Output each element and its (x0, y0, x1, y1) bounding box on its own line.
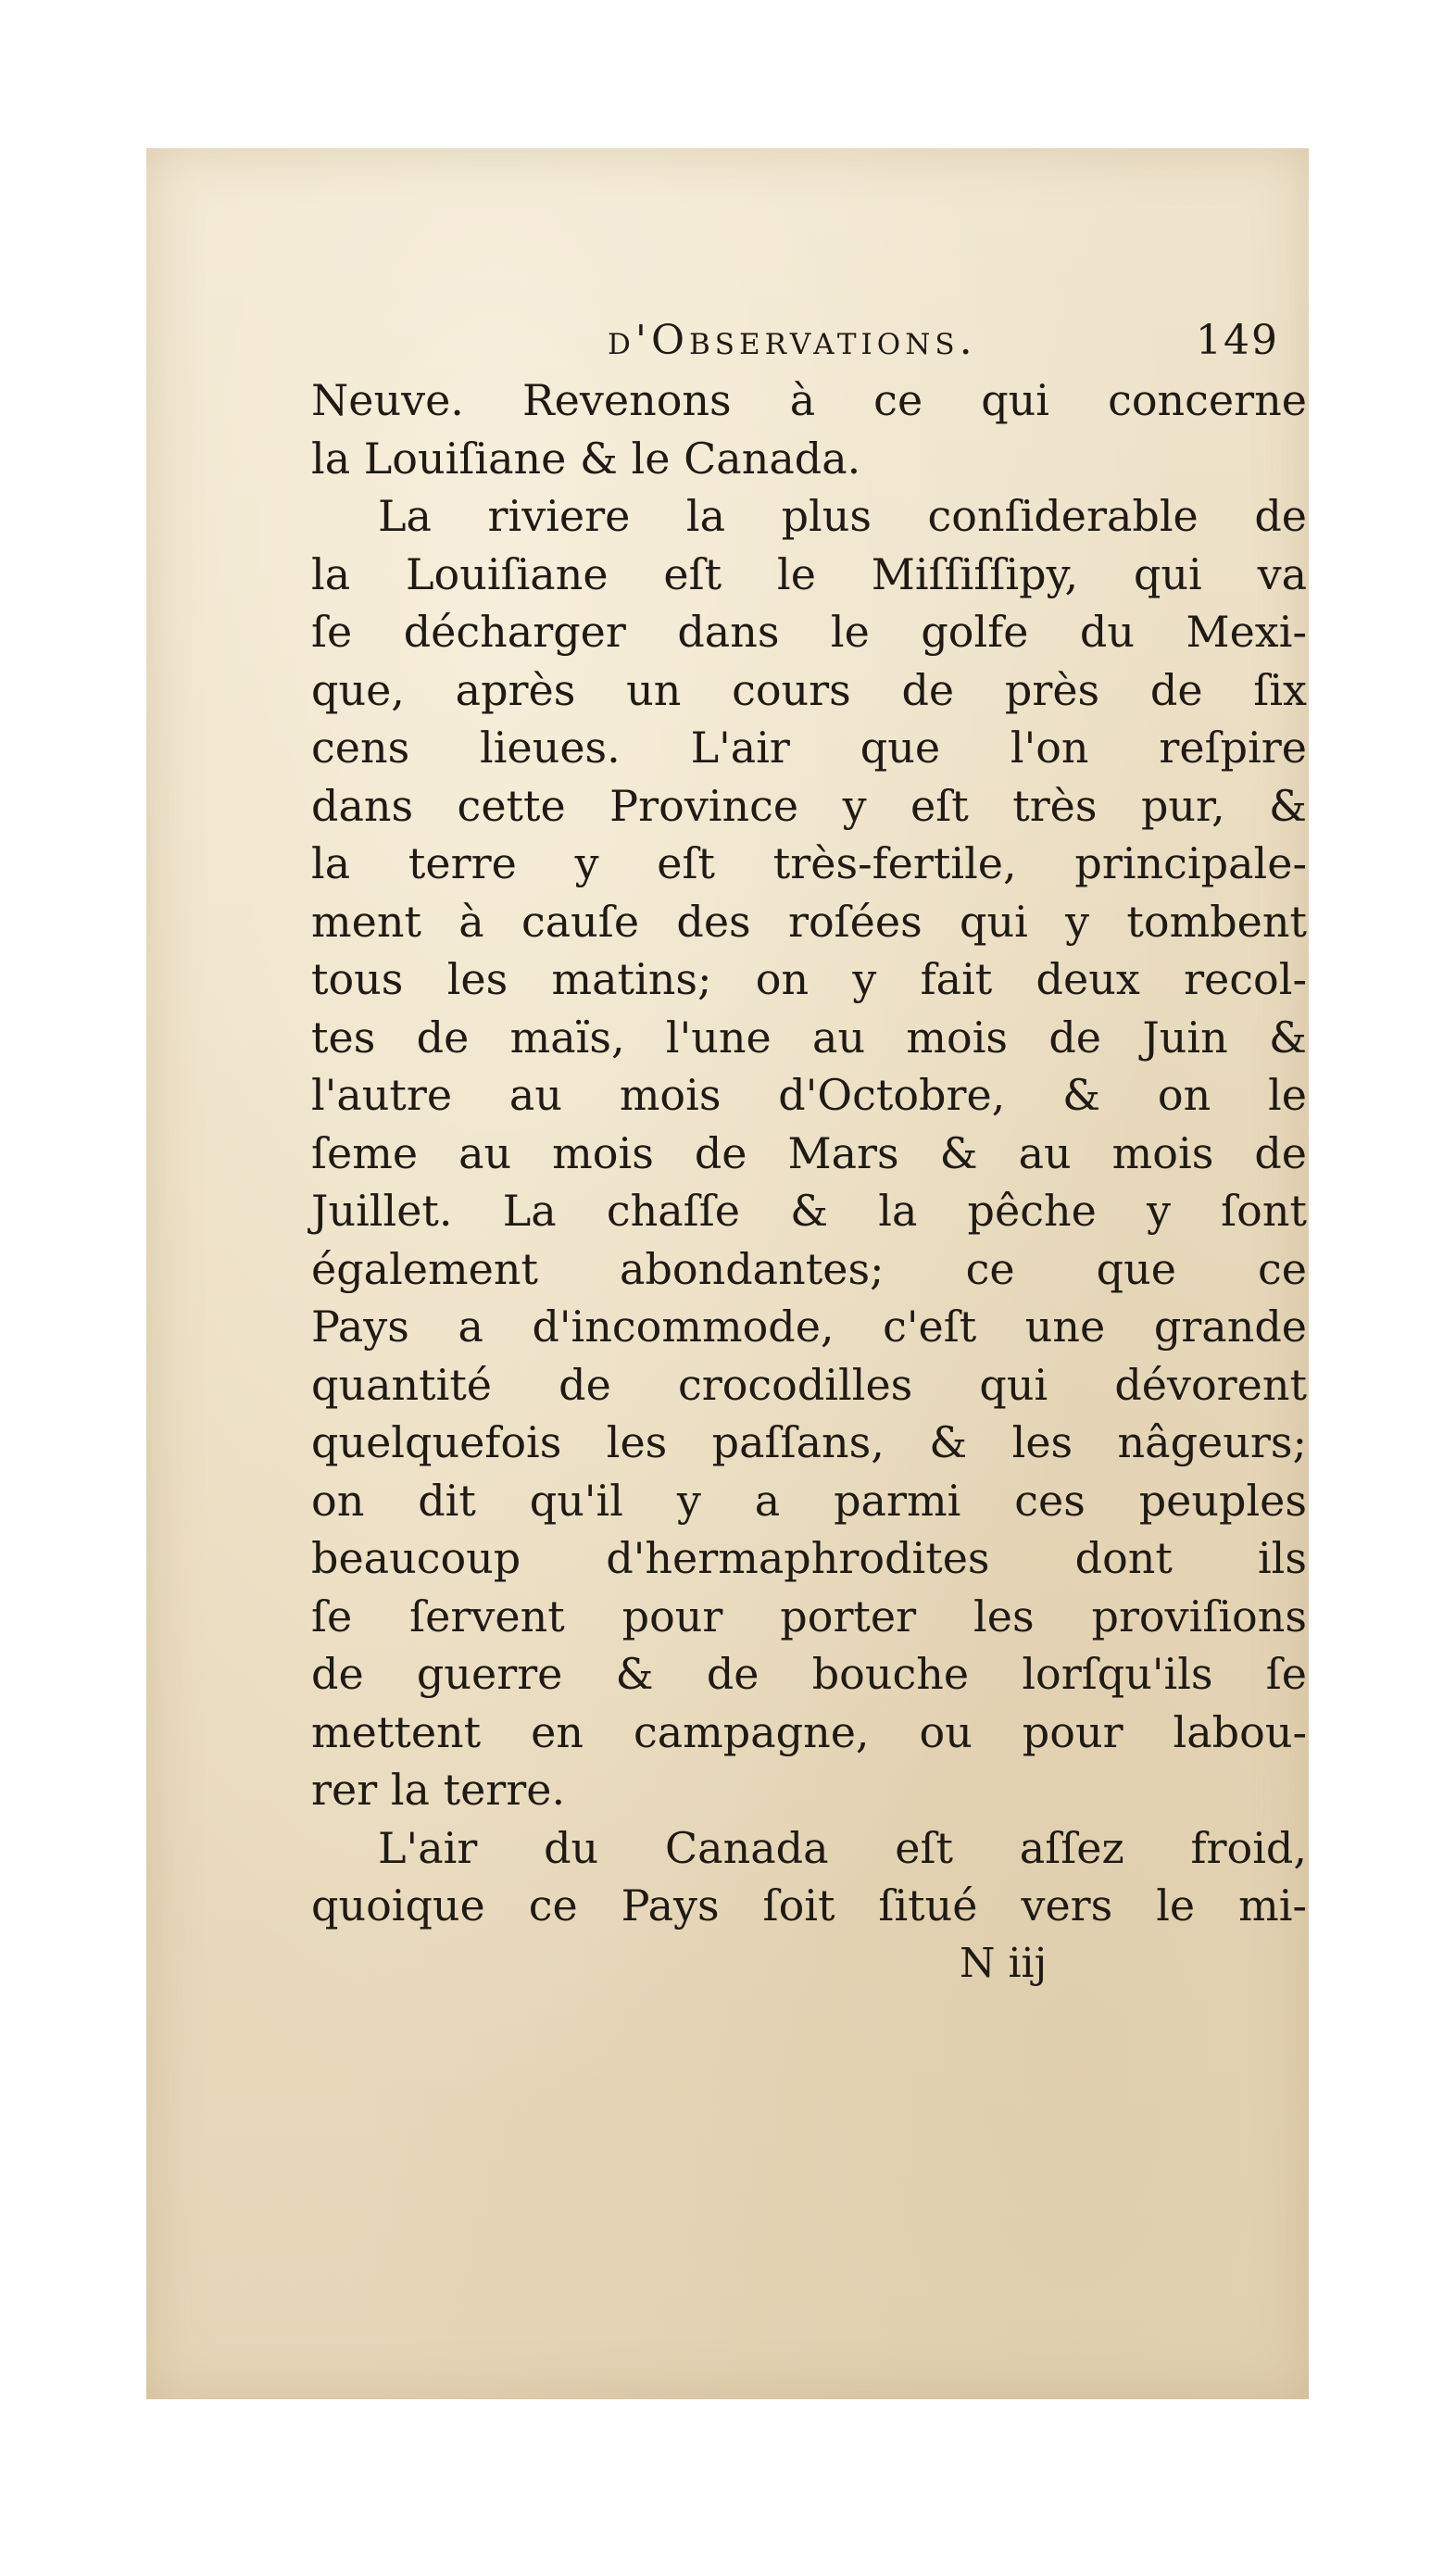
text-line: quantité de crocodilles qui dévorent (311, 1359, 1307, 1410)
text-line: de guerre & de bouche lorſqu'ils ſe (311, 1649, 1307, 1699)
text-line: Juillet. La chaſſe & la pêche y ſont (311, 1186, 1307, 1236)
text-line: la Louiſiane eſt le Miſſiſſipy, qui va (311, 548, 1307, 599)
text-line: également abondantes; ce que ce (311, 1243, 1307, 1294)
text-line: tes de maïs, l'une au mois de Juin & (311, 1012, 1307, 1063)
text-line: dans cette Province y eſt très pur, & (311, 780, 1307, 831)
running-head-title: d'Observations. (608, 317, 977, 364)
text-line: La riviere la plus conſiderable de (378, 491, 1307, 541)
text-line: Pays a d'incommode, c'eſt une grande (311, 1302, 1307, 1352)
text-line: l'autre au mois d'Octobre, & on le (311, 1070, 1307, 1120)
text-line: beaucoup d'hermaphrodites dont ils (311, 1533, 1307, 1583)
book-page (146, 148, 1309, 2399)
text-line: ſeme au mois de Mars & au mois de (311, 1127, 1307, 1178)
running-head (311, 310, 1307, 371)
text-block (311, 310, 1307, 1993)
signature-mark: N iij (960, 1939, 1048, 1987)
text-line: cens lieues. L'air que l'on reſpire (311, 723, 1307, 773)
text-line: la Louiſiane & le Canada. (311, 433, 861, 484)
text-line: mettent en campagne, ou pour labou- (311, 1706, 1307, 1757)
text-line: L'air du Canada eſt aſſez froid, (378, 1822, 1307, 1873)
text-line: quelquefois les paſſans, & les nâgeurs; (311, 1417, 1307, 1467)
text-line: rer la terre. (311, 1765, 566, 1815)
text-line: ſe décharger dans le golfe du Mexi- (311, 607, 1307, 657)
text-line: la terre y eſt très-fertile, principale- (311, 838, 1307, 888)
text-line: ment à cauſe des roſées qui y tombent (311, 896, 1307, 947)
text-line: quoique ce Pays ſoit ſitué vers le mi- (311, 1880, 1307, 1930)
page-number: 149 (1196, 317, 1279, 364)
text-line: Neuve. Revenons à ce qui concerne (311, 375, 1307, 425)
text-line: ſe ſervent pour porter les proviſions (311, 1591, 1307, 1641)
text-line: tous les matins; on y fait deux recol- (311, 954, 1307, 1004)
text-line: on dit qu'il y a parmi ces peuples (311, 1475, 1307, 1526)
text-line: que, après un cours de près de ſix (311, 664, 1307, 715)
